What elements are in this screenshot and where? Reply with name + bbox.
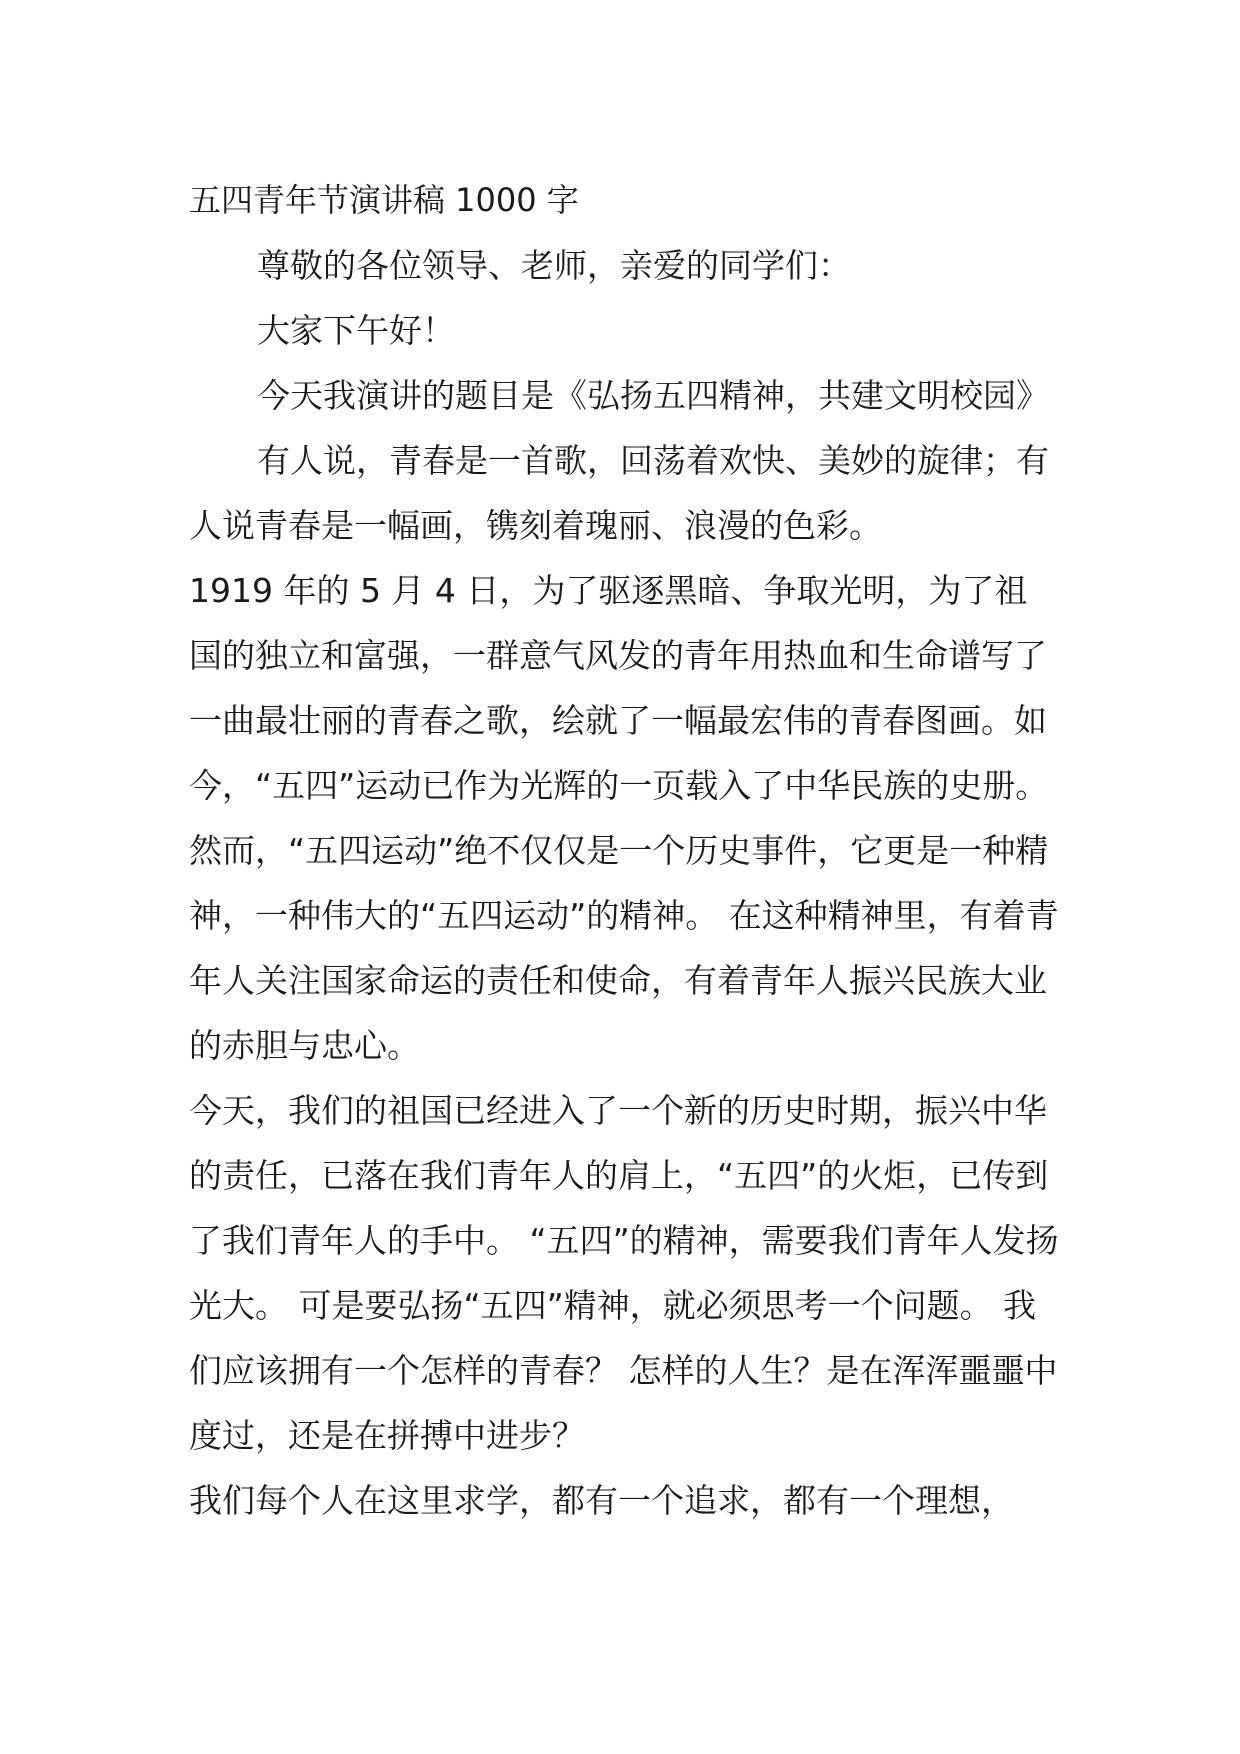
document-title: 五四青年节演讲稿 1000 字: [189, 181, 579, 219]
speech-topic: 今天我演讲的题目是《弘扬五四精神，共建文明校园》: [257, 376, 1049, 415]
paragraph-pursuit: 我们每个人在这里求学，都有一个追求，都有一个理想，: [189, 1481, 1014, 1520]
paragraph-may-fourth-history: 1919 年的 5 月 4 日，为了驱逐黑暗、争取光明，为了祖国的独立和富强，一群意气风发的青年用热血和生命谱写了一曲最壮丽的青春之歌，绘就了一幅最宏伟的青春图画。如今，“五四”运动已作为光辉的一页载入了中华民族的史册。 然而，“五四运动”绝不仅仅是一个历史事件，它更是一种精神，一种伟大的“五四运动”的精神。 在这种精神里，有着青年人关注国家命运的责任和使命，有着青年人振兴民族大业的赤胆与忠心。: [189, 571, 1059, 1065]
document-body: [189, 168, 1059, 1533]
paragraph-today-responsibility: 今天，我们的祖国已经进入了一个新的历史时期，振兴中华的责任，已落在我们青年人的肩上，“五四”的火炬，已传到了我们青年人的手中。 “五四”的精神，需要我们青年人发扬光大。 可是要弘扬“五四”精神，就必须思考一个问题。 我们应该拥有一个怎样的青春？ 怎样的人生？是在浑浑噩噩中度过，还是在拼搏中进步？: [189, 1091, 1059, 1455]
paragraph-youth-metaphor: 有人说，青春是一首歌，回荡着欢快、美妙的旋律；有人说青春是一幅画，镌刻着瑰丽、浪漫的色彩。: [189, 441, 1049, 545]
salutation: 尊敬的各位领导、老师，亲爱的同学们：: [257, 246, 851, 285]
greeting: 大家下午好！: [257, 311, 455, 350]
